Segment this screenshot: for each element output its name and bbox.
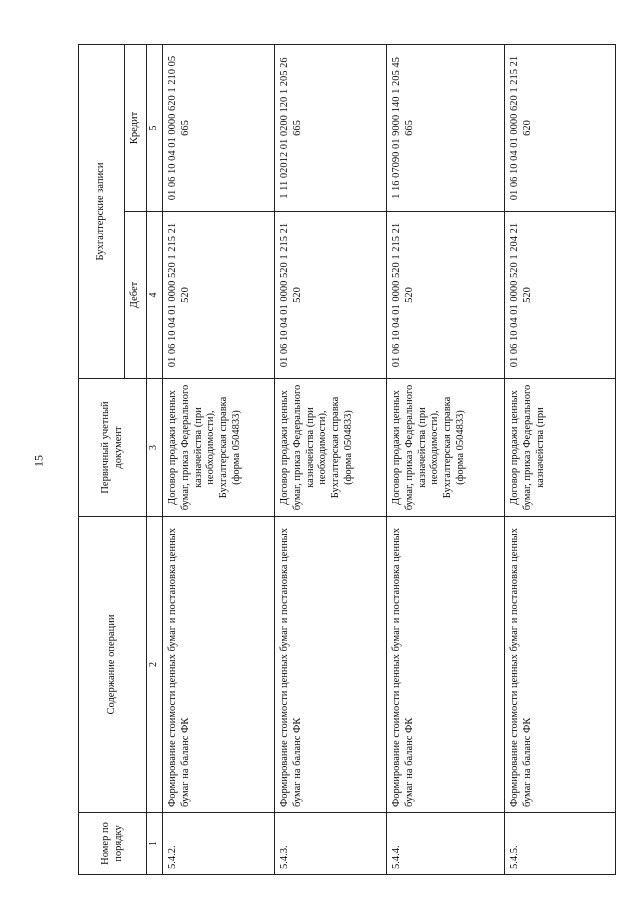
header-number: Номер по порядку — [79, 813, 147, 875]
column-number: 2 — [147, 517, 163, 813]
row-credit: 01 06 10 04 01 0000 620 1 210 05 665 — [163, 44, 275, 211]
column-number: 5 — [147, 44, 163, 211]
row-operation: Формирование стоимости ценных бумаг и постановка ценных бумаг на баланс ФК — [275, 517, 387, 813]
header-accounting-entries: Бухгалтерские записи — [79, 44, 125, 378]
header-row — [79, 44, 125, 874]
column-number: 4 — [147, 212, 163, 379]
row-number: 5.4.4. — [387, 813, 505, 875]
row-operation: Формирование стоимости ценных бумаг и постановка ценных бумаг на баланс ФК — [163, 517, 275, 813]
row-operation: Формирование стоимости ценных бумаг и постановка ценных бумаг на баланс ФК — [387, 517, 505, 813]
row-document: Договор продажи ценных бумаг, приказ Федерального казначейства (при — [505, 379, 616, 517]
column-number-row — [147, 44, 163, 874]
header-document: Первичный учетный документ — [79, 379, 147, 517]
table-row — [275, 44, 387, 874]
table-row — [163, 44, 275, 874]
table-row — [387, 44, 505, 874]
row-credit: 1 11 02012 01 0200 120 1 205 26 665 — [275, 44, 387, 211]
row-document: Договор продажи ценных бумаг, приказ Федерального казначейства (при необходимости), Бухгалтерская справка (форма 0504833) — [387, 379, 505, 517]
column-number: 1 — [147, 813, 163, 875]
row-credit: 01 06 10 04 01 0000 620 1 215 21 620 — [505, 44, 616, 211]
column-number: 3 — [147, 379, 163, 517]
header-debit: Дебет — [125, 212, 147, 379]
accounting-table — [78, 44, 616, 875]
row-debit: 01 06 10 04 01 0000 520 1 215 21 520 — [387, 212, 505, 379]
row-operation: Формирование стоимости ценных бумаг и постановка ценных бумаг на баланс ФК — [505, 517, 616, 813]
rotated-table-wrapper — [78, 45, 615, 875]
row-credit: 1 16 07090 01 9000 140 1 205 45 665 — [387, 44, 505, 211]
row-debit: 01 06 10 04 01 0000 520 1 204 21 520 — [505, 212, 616, 379]
row-document: Договор продажи ценных бумаг, приказ Федерального казначейства (при необходимости), Бухгалтерская справка (форма 0504833) — [275, 379, 387, 517]
page-number: 15 — [31, 455, 46, 467]
row-number: 5.4.2. — [163, 813, 275, 875]
table-row — [505, 44, 616, 874]
row-document: Договор продажи ценных бумаг, приказ Федерального казначейства (при необходимости), Бухгалтерская справка (форма 0504833) — [163, 379, 275, 517]
header-credit: Кредит — [125, 44, 147, 211]
row-debit: 01 06 10 04 01 0000 520 1 215 21 520 — [163, 212, 275, 379]
row-number: 5.4.5. — [505, 813, 616, 875]
row-number: 5.4.3. — [275, 813, 387, 875]
row-debit: 01 06 10 04 01 0000 520 1 215 21 520 — [275, 212, 387, 379]
header-operation: Содержание операции — [79, 517, 147, 813]
